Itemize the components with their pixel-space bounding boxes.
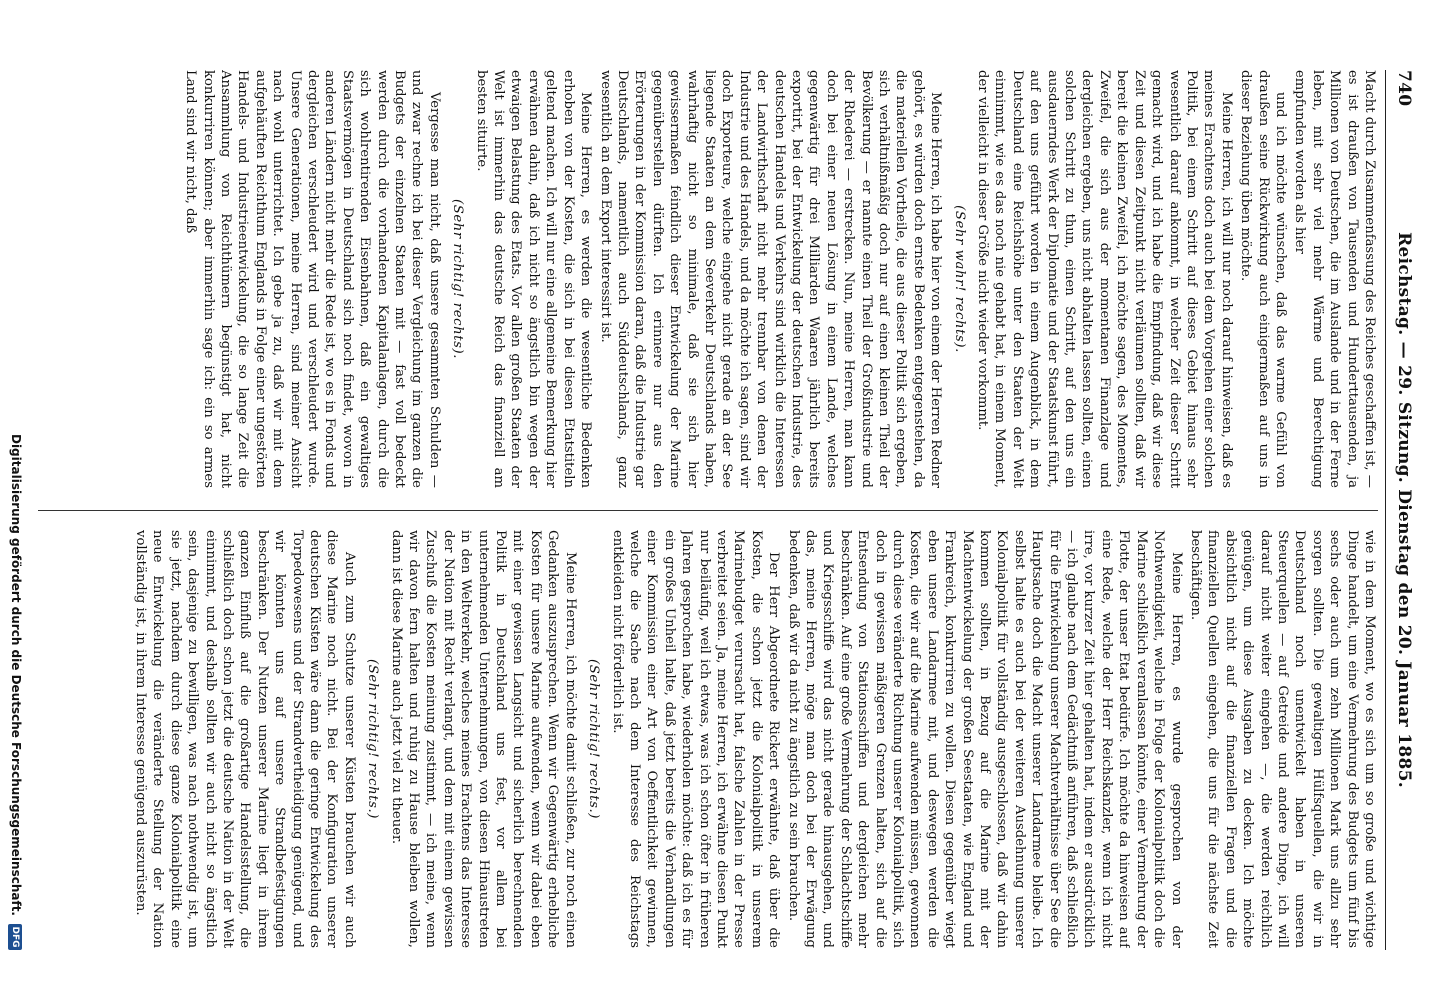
left-column xyxy=(38,70,1378,488)
paragraph: Vergesse man nicht, daß unsere gesammten Schulden — und zwar rechne ich bei dieser Vergleichung im ganzen die Budgets der einzelnen Staaten mit — fast voll bedeckt werden durch die vorhandenen Kapitalanlagen, durch die sich wohlrentirenden Eisenbahnen, daß ein gewaltiges Staatsvermögen in Deutschland sich noch findet, wovon in anderen Ländern nicht mehr die Rede ist, wo es in Fonds und dergleichen verschleudert wird und verschleudert wurde. Unsere Generationen, meine Herren, sind meiner Ansicht nach wohl unterrichtet. Ich gebe ja zu, daß wir mit dem aufgehäuften Reichthum Englands in Folge einer ungestörten Handels- und Industrieentwickelung, die so lange Zeit die Ansammlung von Reichthümern begünstigt hat, nicht konkurriren können; aber immerhin sage ich: ein so armes Land sind wir nicht, daß xyxy=(183,70,442,488)
remark: (Sehr wahr! rechts). xyxy=(951,205,967,353)
remark: (Sehr richtig! rechts). xyxy=(450,198,466,359)
page-number: 740 xyxy=(1394,70,1414,107)
remark: (Sehr richtig! rechts.) xyxy=(365,658,381,819)
page-footer xyxy=(4,70,24,950)
paragraph: wie in dem Moment, wo es sich um so große und wichtige Dinge handelt, um eine Vermehrung des Budgets um fünf bis sechs oder auch um zehn Millionen Mark uns allzu sehr sorgen sollten. Die gewaltigen Hülfsquellen, die wir in Deutschland noch unentwickelt haben in unseren Steuerquellen — auf Getreide und andere Dinge, ich will darauf nicht weiter eingehen —, die werden reichlich genügen, um diese Ausgaben zu decken. Ich möchte absichtlich nicht auf die finanziellen Fragen und die finanziellen Quellen eingehen, die uns für die nächste Zeit beschäftigen. xyxy=(1187,530,1377,948)
dfg-logo: DFG xyxy=(8,924,22,950)
right-column xyxy=(38,530,1378,948)
page-title: Reichstag. — 29. Sitzung. Dienstag den 20. Januar 1885. xyxy=(1394,232,1414,788)
paragraph: Meine Herren, es werden die wesentliche Bedenken erhoben von der Kosten, die sich in bei diesen Etatstiteln geltend machen. Ich will nur eine allgemeine Bemerkung hier erwähnen dahin, daß ich nicht so ängstlich bin wegen der etwaigen Belastung des Etats. Vor allen großen Staaten der Welt ist immerhin das deutsche Reich das finanziell am besten situirte. xyxy=(473,70,594,488)
column-divider xyxy=(38,510,1378,511)
paragraph: Auch zum Schutze unserer Küsten brauchen wir auch diese Marine noch nicht. Bei der Konfiguration unserer deutschen Küsten wäre dann die geringe Entwickelung des Torpedowesens und der Strandvertheidigung genügend, und wir könnten uns auf unsere Strandbefestigungen beschränken. Der Nutzen unserer Marine liegt in ihrem ganzen Einfluß auf die großartige Handelsstellung, die schließlich doch schon jetzt die deutsche Nation in der Welt einnimmt, und deshalb sollten wir auch nicht so ängstlich sein, dasjenige zu bewilligen, was nach nothwendig ist, um sie jetzt, nachdem durch diese ganze Kolonialpolitik eine neue Entwickelung die veränderte Stellung der Nation vollständig ist, in ihrem Interesse genügend auszurüsten. xyxy=(132,530,357,948)
page-header xyxy=(1384,70,1414,950)
paragraph: Meine Herren, es wurde gesprochen von der Nothwendigkeit, welche in Folge der Kolonialpolitik doch die Marine schließlich veranlassen könnte, einer Vermehrung der Flotte, der unser Etat bedürfe. Ich möchte da hinweisen auf eine Rede, welche der Herr Reichskanzler, wenn ich nicht irre, vor kurzer Zeit hier gehalten hat, indem er ausdrücklich — ich glaube nach dem Gedächtniß anführen, daß schließlich für die Entwickelung unserer Machtverhältnisse über See die Hauptsache doch die Macht unserer Landarmee bleibe. Ich selbst halte es auch bei der weiteren Ausdehnung unserer Kolonialpolitik für vollständig ausgeschlossen, daß wir dahin kommen sollten, in Bezug auf die Marine mit der Machtentwickelung der großen Seestaaten, wie England und Frankreich, konkurriren zu wollen. Diesen gegenüber wiegt eben unsere Landarmee mit, und deswegen werden die Kosten, die wir auf die Marine aufwenden müssen, gewonnen durch diese veränderte Richtung unserer Kolonialpolitik, sich doch in gewissen mäßigeren Grenzen halten, sich auf die Entsendung von Stationsschiffen und dergleichen mehr beschränken. Auf eine große Vermehrung der Schlachtschiffe und Kriegsschiffe wird das nicht gerade hinausgehen, und das, meine Herren, möge man doch bei der Erwägung bedenken, daß wir da nicht zu ängstlich zu sein brauchen. xyxy=(785,530,1184,948)
paragraph: Macht durch Zusammenfassung des Reiches geschaffen ist, — es ist draußen von Tausenden und Hunderttausenden, ja Millionen von Deutschen, die im Auslande und in der Ferne leben, mit sehr viel mehr Wärme und Berechtigung empfunden worden als hier xyxy=(1292,70,1377,488)
remark: (Sehr richtig! rechts.) xyxy=(586,658,602,819)
paragraph: Meine Herren, ich habe hier von einem der Herren Redner gehört, es würden doch ernste Bedenken entgegenstehen, da die materiellen Vortheile, die aus dieser Politik sich ergeben, sich verhältnißmäßig doch nur auf einen kleinen Theil der Bevölkerung — er nannte einen Theil der Großindustrie und der Rhederei — erstrecken. Nun, meine Herren, man kann doch bei einer neuen Lösung in einem Lande, welches gegenwärtig für drei Milliarden Waaren jährlich bereits exportirt, bei der Entwickelung der deutschen Industrie, des deutschen Handels und Verkehrs sind wirklich die Interessen der Landwirthschaft nicht mehr trennbar von denen der Industrie und des Handels, und da möchte ich sagen, sind wir doch Exporteure, welche eingehe nicht gerade an der See liegende Staaten an dem Seeverkehr Deutschlands haben, wahrhaftig nicht so minimale, daß sie sich hier gewissermaßen feindlich dieser Entwickelung der Marine gegenüberstellen dürften. Ich erinnere nur aus den Erörterungen in der Kommission daran, daß die Industrie gar Deutschlands, namentlich auch Süddeutschlands, ganz wesentlich an dem Export interessirt ist. xyxy=(597,70,944,488)
paragraph: Meine Herren, ich will nur noch darauf hinweisen, daß es meines Erachtens doch auch bei dem Vorgehen einer solchen Politik, bei einem Schritt auf dieses Gebiet hinaus sehr wesentlich darauf ankommt, in welcher Zeit dieser Schritt gemacht wird, und ich habe die Empfindung, daß wir diese Zeit und diesen Zeitpunkt nicht verläumen sollten, daß wir bereit die kleinen Zweifel, ich möchte sagen, des Momentes, Zweifel, die sich aus der momentanen Finanzlage und dergleichen ergeben, uns nicht abhalten lassen sollten, einen solchen Schritt zu thun, einen Schritt, auf den uns ein ausdauerndes Werk der Diplomatie und der Staatskunst führt, auf den uns geführt worden in einem Augenblick, in dem Deutschland eine Reichshöhe unter den Staaten der Welt einnimmt, wie es das noch nie gehabt hat, in einem Moment, der vielleicht in dieser Größe nicht wieder vorkommt. xyxy=(975,70,1234,488)
digitization-credit: Digitalisierung gefördert durch die Deutsche Forschungsgemeinschaft. xyxy=(9,433,23,916)
paragraph: Meine Herren, ich möchte damit schließen, zur noch einen Gedanken auszusprechen. Wenn wir Gegenwärtig erhebliche Kosten für unsere Marine aufwenden, wenn wir dabei eben mit einer gewissen Langsicht und sicherlich berechnenden Politik in Deutschland uns fest, vor allem bei unternehmenden Unternehmungen, von diesen Hinaustreten in den Weltverkehr, welches meines Erachtens das Interesse der Nation mit Recht verlangt, und dem mit einem gewissen Zuschuß die Kosten meinung zustimmt, — ich meine, wenn wir davon fern halten und ruhig zu Hause bleiben wollen, dann ist diese Marine auch jetzt viel zu theuer. xyxy=(388,530,578,948)
paragraph: und ich möchte wünschen, daß das warme Gefühl von draußen seine Rückwirkung auch einigermaßen auf uns in dieser Beziehung üben möchte. xyxy=(1238,70,1288,488)
header-rule xyxy=(1385,70,1386,950)
paragraph: Der Herr Abgeordnete Rickert erwähnte, daß über die Kosten, die schon jetzt die Kolonialpolitik in unserem Marinebudget verursacht hat, falsche Zahlen in der Presse verbreitet seien. Ja, meine Herren, ich erwähne diesen Punkt nur beiläufig, weil ich etwas, was ich schon öfter in früheren Jahren gesprochen habe, wiederholen möchte: daß ich es für ein großes Unheil halte, daß jetzt bereits die Verhandlungen einer Kommission einer Art von Oeffentlichkeit gewinnen, welche die Sache nach dem Interesse des Reichstags entkleiden nicht förderlich ist. xyxy=(609,530,782,948)
